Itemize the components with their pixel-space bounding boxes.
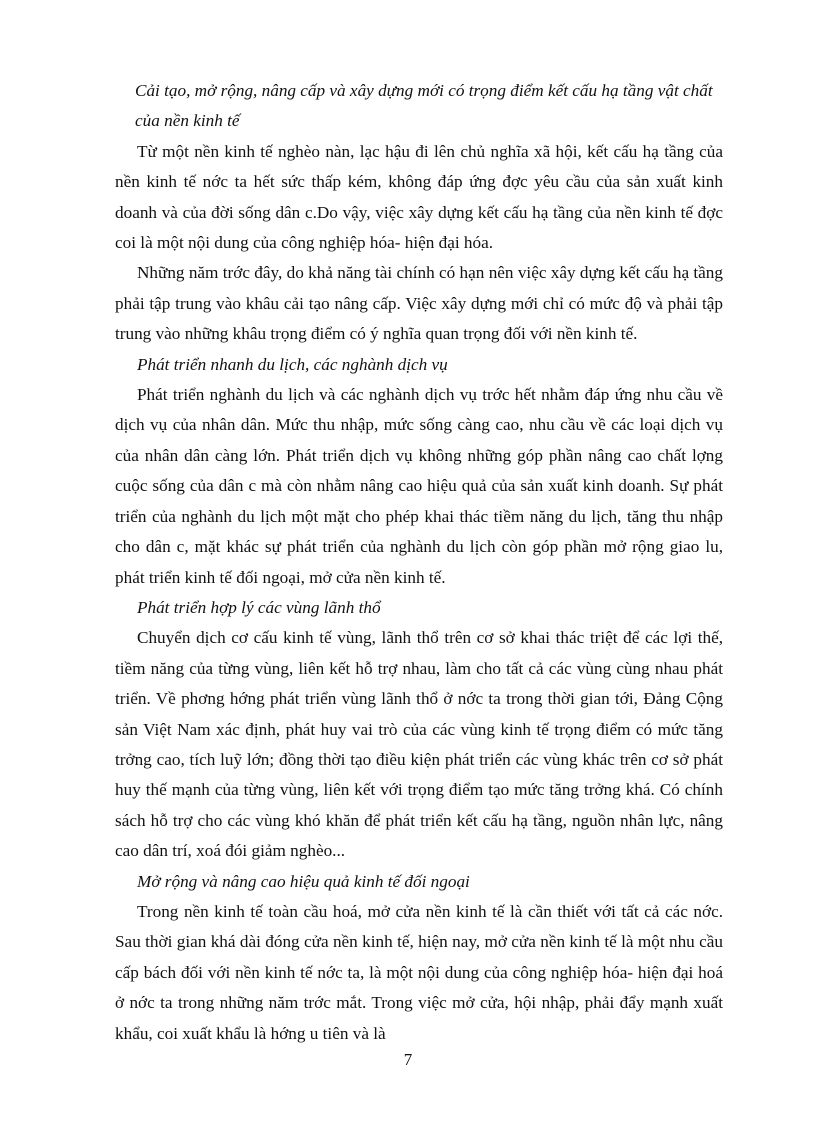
page-number: 7 — [403, 1050, 413, 1069]
paragraph: Chuyển dịch cơ cấu kinh tế vùng, lãnh thổ trên cơ sở khai thác triệt để các lợi thế, tiềm năng của từng vùng, liên kết hỗ trợ nhau, làm cho tất cả các vùng cùng nhau phát triển. Về phơng hớng phát triển vùng lãnh thổ ở nớc ta trong thời gian tới, Đảng Cộng sản Việt Nam xác định, phát huy vai trò của các vùng kinh tế trọng điểm có mức tăng trởng cao, tích luỹ lớn; đồng thời tạo điều kiện phát triển các vùng khác trên cơ sở phát huy thế mạnh của từng vùng, liên kết với trọng điểm tạo mức tăng trởng khá. Có chính sách hỗ trợ cho các vùng khó khăn để phát triển kết cấu hạ tầng, nguồn nhân lực, nâng cao dân trí, xoá đói giảm nghèo... — [115, 628, 723, 861]
section-regional-development — [115, 593, 723, 867]
section-heading: Phát triển hợp lý các vùng lãnh thổ — [137, 597, 381, 617]
section-heading: Cải tạo, mở rộng, nâng cấp và xây dựng mới có trọng điểm kết cấu hạ tầng vật chất của nền kinh tế — [135, 81, 713, 131]
paragraph: Trong nền kinh tế toàn cầu hoá, mở cửa nền kinh tế là cần thiết với tất cả các nớc. Sau thời gian khá dài đóng cửa nền kinh tế, hiện nay, mở cửa nền kinh tế là một nhu cầu cấp bách đối với nền kinh tế nớc ta, là một nội dung của công nghiệp hóa- hiện đại hoá ở nớc ta trong những năm trớc mắt. Trong việc mở cửa, hội nhập, phải đẩy mạnh xuất khẩu, coi xuất khẩu là hớng u tiên và là — [115, 901, 723, 1043]
section-heading: Phát triển nhanh du lịch, các nghành dịch vụ — [137, 354, 448, 374]
section-tourism-services — [115, 350, 723, 593]
section-infrastructure — [115, 76, 723, 350]
document-page — [115, 76, 723, 1049]
section-heading: Mở rộng và nâng cao hiệu quả kinh tế đối ngoại — [137, 871, 470, 891]
paragraph: Từ một nền kinh tế nghèo nàn, lạc hậu đi lên chủ nghĩa xã hội, kết cấu hạ tầng của nền kinh tế nớc ta hết sức thấp kém, không đáp ứng đợc yêu cầu của sản xuất kinh doanh và của đời sống dân c.Do vậy, việc xây dựng kết cấu hạ tầng của nền kinh tế đợc coi là một nội dung của công nghiệp hóa- hiện đại hóa. — [115, 141, 723, 253]
section-foreign-economics — [115, 867, 723, 1049]
paragraph: Những năm trớc đây, do khả năng tài chính có hạn nên việc xây dựng kết cấu hạ tầng phải tập trung vào khâu cải tạo nâng cấp. Việc xây dựng mới chỉ có mức độ và phải tập trung vào những khâu trọng điểm có ý nghĩa quan trọng đối với nền kinh tế. — [115, 263, 723, 344]
paragraph: Phát triển nghành du lịch và các nghành dịch vụ trớc hết nhằm đáp ứng nhu cầu về dịch vụ của nhân dân. Mức thu nhập, mức sống càng cao, nhu cầu về các loại dịch vụ của nhân dân càng lớn. Phát triển dịch vụ không những góp phần nâng cao chất lợng cuộc sống của dân c mà còn nhằm nâng cao hiệu quả của sản xuất kinh doanh. Sự phát triển của nghành du lịch một mặt cho phép khai thác tiềm năng du lịch, tăng thu nhập cho dân c, mặt khác sự phát triển của nghành du lịch còn góp phần mở rộng giao lu, phát triển kinh tế đối ngoại, mở cửa nền kinh tế. — [115, 385, 723, 587]
